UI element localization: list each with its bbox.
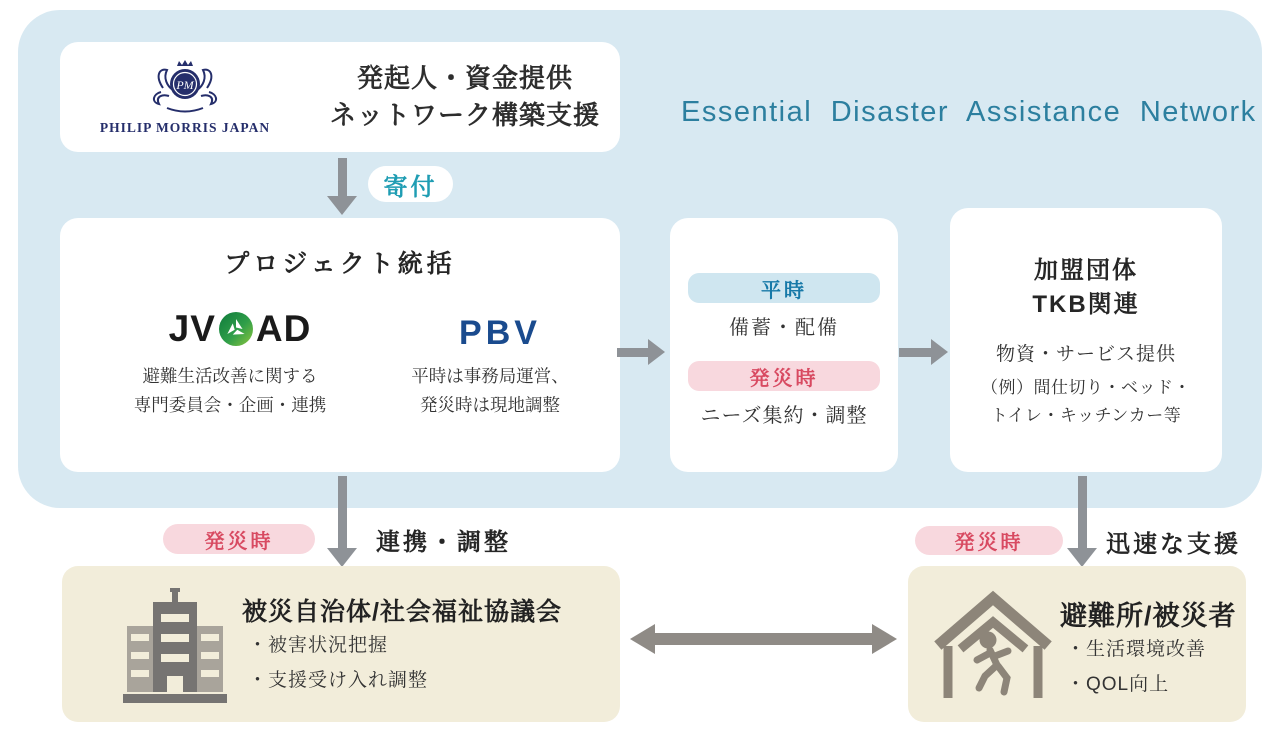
- donation-label: 寄付: [383, 173, 438, 201]
- building-icon: [115, 584, 235, 706]
- members-title: 加盟団体 TKB関連: [1032, 257, 1140, 318]
- donation-arrow: [327, 158, 357, 215]
- philip-morris-wordmark: PHILIP MORRIS JAPAN: [99, 120, 271, 135]
- page-title: Essential Disaster Assistance Network: [681, 96, 1257, 128]
- jvoad-logo-right: AD: [255, 308, 312, 349]
- philip-morris-crest-icon: [125, 58, 245, 120]
- founder-role-line1: 発起人・資金提供: [356, 63, 573, 93]
- operations-box: [670, 218, 898, 472]
- jvoad-description: 避難生活改善に関する 専門委員会・企画・連携: [133, 366, 327, 415]
- operations-to-members-arrow: [899, 339, 948, 365]
- shelter-house-icon: [934, 580, 1052, 706]
- disaster-time-badge: 発災時: [688, 361, 880, 391]
- government-shelter-exchange-arrow: [630, 624, 897, 654]
- disaster-time-desc: ニーズ集約・調整: [700, 405, 868, 427]
- members-examples: （例）間仕切り・ベッド・ トイレ・キッチンカー等: [981, 378, 1191, 425]
- shelter-box: [908, 566, 1246, 722]
- left-disaster-badge: 発災時: [163, 524, 315, 554]
- members-desc: 物資・サービス提供: [995, 344, 1176, 365]
- svg-text:PM: PM: [176, 78, 194, 92]
- philip-morris-logo: [60, 58, 310, 136]
- shelter-bullet-1: ・生活環境改善: [1066, 639, 1207, 660]
- normal-time-badge: 平時: [688, 273, 880, 303]
- jvoad-logo-left: JV: [168, 308, 216, 349]
- right-disaster-badge: 発災時: [915, 526, 1063, 555]
- government-bullet-2: ・支援受け入れ調整: [248, 670, 429, 691]
- project-to-government-arrow: [327, 476, 357, 567]
- government-title: 被災自治体/社会福祉協議会: [242, 598, 562, 626]
- members-to-shelter-arrow: [1067, 476, 1097, 567]
- running-person-icon: [977, 650, 1008, 692]
- right-link-label: 迅速な支援: [1106, 531, 1241, 558]
- donation-badge: [368, 166, 453, 202]
- shelter-title: 避難所/被災者: [1060, 601, 1237, 631]
- government-box: [62, 566, 620, 722]
- shelter-bullet-2: ・QOL向上: [1066, 674, 1170, 695]
- left-link-label: 連携・調整: [376, 529, 511, 556]
- jvoad-swirl-icon: [217, 310, 255, 348]
- government-bullet-1: ・被害状況把握: [248, 635, 389, 656]
- project-to-operations-arrow: [617, 339, 665, 365]
- founder-box: [60, 42, 620, 152]
- normal-time-desc: 備蓄・配備: [729, 317, 839, 339]
- pbv-description: 平時は事務局運営、 発災時は現地調整: [411, 366, 569, 415]
- jvoad-logo: [120, 310, 360, 348]
- founder-role-line2: ネットワーク構築支援: [329, 100, 600, 130]
- project-box: [60, 218, 620, 472]
- pbv-wordmark: PBV: [459, 314, 541, 352]
- project-title: プロジェクト統括: [224, 250, 456, 278]
- pbv-logo: [390, 314, 610, 352]
- members-box: [950, 208, 1222, 472]
